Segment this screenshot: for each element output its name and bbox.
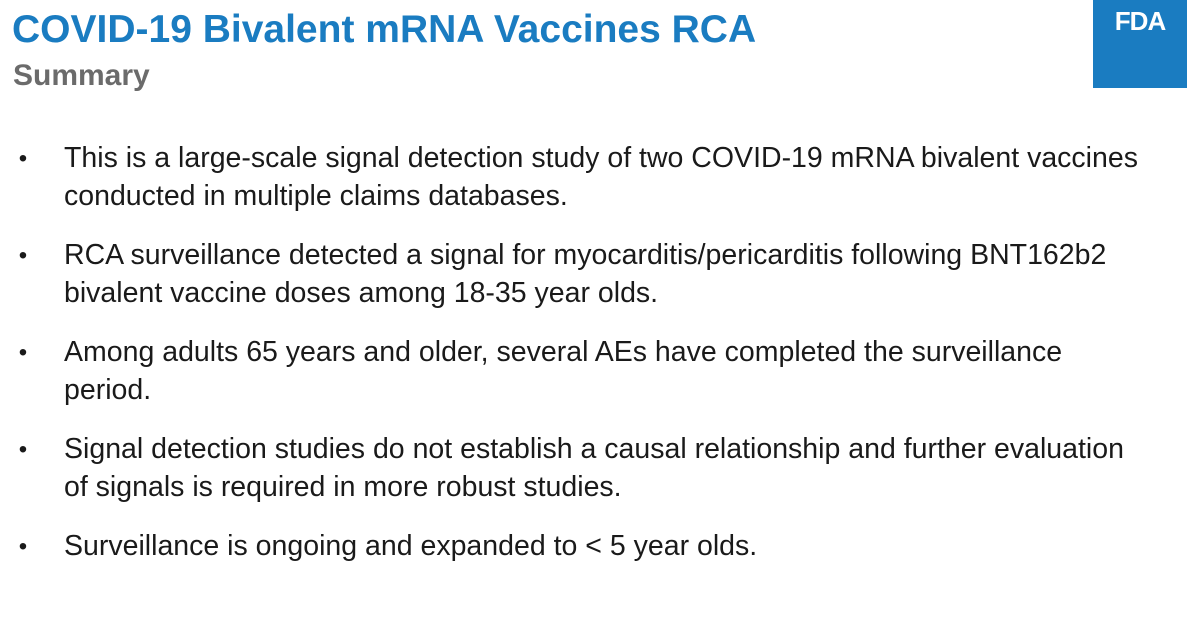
fda-logo bbox=[1093, 0, 1187, 88]
bullet-item bbox=[0, 140, 1154, 215]
bullet-dot-icon: • bbox=[18, 533, 28, 560]
bullet-text: This is a large-scale signal detection study of two COVID-19 mRNA bivalent vaccines conducted in multiple claims databases. bbox=[64, 142, 1138, 212]
bullet-item bbox=[0, 431, 1154, 506]
fda-logo-text: FDA bbox=[1114, 6, 1166, 36]
slide-title: COVID-19 Bivalent mRNA Vaccines RCA bbox=[12, 8, 757, 51]
bullet-item bbox=[0, 334, 1154, 409]
bullet-text: Surveillance is ongoing and expanded to < 5 year olds. bbox=[64, 530, 758, 562]
bullet-item bbox=[0, 528, 1154, 566]
bullet-text: RCA surveillance detected a signal for myocarditis/pericarditis following BNT162b2 bivalent vaccine doses among 18-35 year olds. bbox=[64, 239, 1107, 309]
bullet-dot-icon: • bbox=[18, 339, 28, 366]
bullet-dot-icon: • bbox=[18, 145, 28, 172]
slide-subtitle: Summary bbox=[13, 59, 150, 92]
bullet-dot-icon: • bbox=[18, 436, 28, 463]
bullet-text: Signal detection studies do not establish a causal relationship and further evaluation of signals is required in more robust studies. bbox=[64, 433, 1124, 503]
bullet-dot-icon: • bbox=[18, 242, 28, 269]
bullet-text: Among adults 65 years and older, several AEs have completed the surveillance period. bbox=[64, 336, 1063, 406]
bullet-list bbox=[0, 140, 1200, 588]
bullet-item bbox=[0, 237, 1154, 312]
